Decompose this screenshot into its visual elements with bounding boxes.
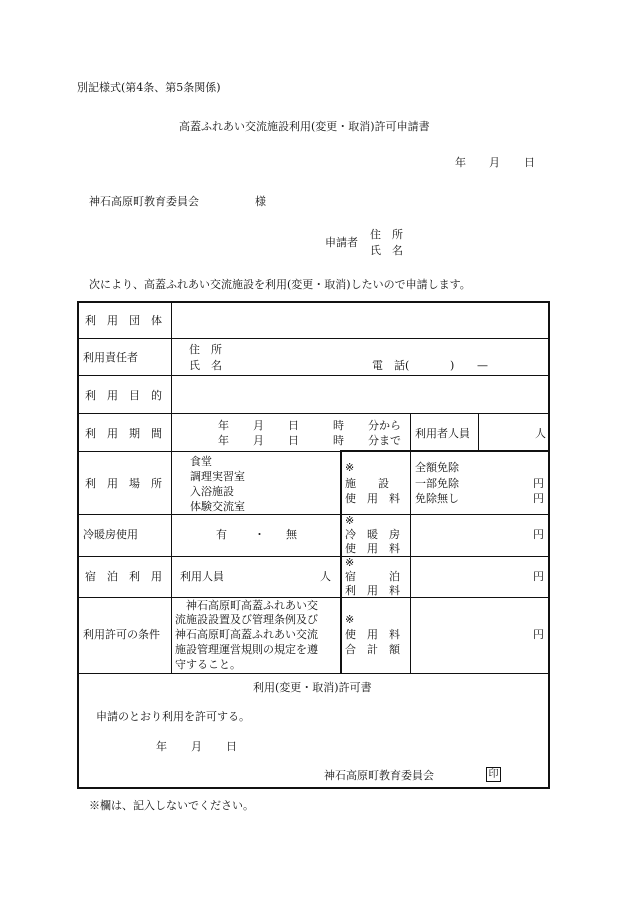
total-fee-label-2: 合 計 額: [345, 643, 400, 656]
permit-issuer: 神石高原町教育委員会: [324, 769, 434, 782]
users-unit: 人: [535, 427, 546, 440]
stay-users-label: 利用人員: [180, 570, 224, 583]
period-to-year: 年: [218, 434, 229, 447]
period-to-hour: 時: [333, 434, 344, 447]
yen-unit: 円: [533, 492, 544, 505]
exemption-option: 全額免除: [415, 461, 459, 474]
period-from-year: 年: [218, 419, 229, 432]
condition-line: 流施設設置及び管理条例及び: [175, 613, 318, 626]
footer-note: ※欄は、記入しないでください。: [89, 799, 254, 812]
place-option: 体験交流室: [190, 500, 245, 513]
group-label: 利 用 団 体: [85, 314, 162, 327]
users-label: 利用者人員: [415, 427, 470, 440]
exemption-option: 一部免除: [415, 477, 459, 490]
person-label: 利用責任者: [83, 351, 138, 364]
applicant-name-label: 氏 名: [370, 244, 403, 257]
place-option: 食堂: [190, 455, 212, 468]
period-label: 利 用 期 間: [85, 427, 162, 440]
document-title: 高蓋ふれあい交流施設利用(変更・取消)許可申請書: [179, 120, 430, 133]
period-rule: [410, 413, 411, 451]
phone-dash: —: [477, 359, 488, 372]
stay-fee-label: 宿 泊: [345, 570, 400, 583]
row-rule: [78, 514, 549, 515]
office-use-mark: ※: [345, 613, 355, 626]
addressee-suffix: 様: [255, 195, 266, 208]
row-rule: [78, 597, 549, 598]
date-day: 日: [524, 156, 535, 169]
permit-month: 月: [191, 740, 202, 753]
intro-text: 次により、高蓋ふれあい交流施設を利用(変更・取消)したいので申請します。: [89, 278, 471, 291]
period-from-month: 月: [253, 419, 264, 432]
applicant-label: 申請者: [325, 236, 358, 249]
row-rule: [78, 451, 342, 452]
row-rule: [78, 673, 549, 674]
condition-line: 守すること。: [175, 658, 241, 671]
yen-unit: 円: [533, 628, 544, 641]
form-label: 別記様式(第4条、第5条関係): [77, 81, 221, 94]
period-to-suffix: 分まで: [368, 434, 401, 447]
stay-users-unit: 人: [320, 570, 331, 583]
stay-fee-label-2: 利 用 料: [345, 584, 400, 597]
addressee: 神石高原町教育委員会: [89, 195, 199, 208]
condition-label: 利用許可の条件: [83, 628, 160, 641]
office-use-mark: ※: [345, 514, 355, 527]
exemption-option: 免除無し: [415, 492, 459, 505]
place-option: 調理実習室: [190, 470, 245, 483]
permit-year: 年: [156, 740, 167, 753]
permit-text: 申請のとおり利用を許可する。: [96, 710, 250, 723]
fee-box-top: [340, 450, 550, 452]
applicant-address-label: 住 所: [370, 228, 403, 241]
yen-unit: 円: [533, 477, 544, 490]
period-from-day: 日: [288, 419, 299, 432]
condition-line: 施設管理運営規則の規定を遵: [175, 643, 318, 656]
permit-title: 利用(変更・取消)許可書: [253, 681, 372, 694]
aircon-fee-label-2: 使 用 料: [345, 542, 400, 555]
users-rule: [478, 413, 479, 451]
aircon-fee-label: 冷 暖 房: [345, 528, 400, 541]
person-name-label: 氏 名: [189, 359, 222, 372]
row-rule: [78, 556, 549, 557]
period-to-day: 日: [288, 434, 299, 447]
stay-label: 宿 泊 利 用: [85, 570, 162, 583]
period-from-hour: 時: [333, 419, 344, 432]
person-address-label: 住 所: [189, 343, 222, 356]
total-fee-label: 使 用 料: [345, 628, 400, 641]
period-to-month: 月: [253, 434, 264, 447]
aircon-yes: 有: [216, 528, 227, 541]
office-use-mark: ※: [345, 461, 355, 474]
aircon-separator: ・: [254, 528, 265, 541]
facility-fee-label: 施 設: [345, 477, 389, 490]
period-from-suffix: 分から: [368, 419, 401, 432]
office-use-mark: ※: [345, 556, 355, 569]
row-rule: [78, 375, 549, 376]
date-month: 月: [489, 156, 500, 169]
yen-unit: 円: [533, 528, 544, 541]
place-label: 利 用 場 所: [85, 477, 162, 490]
aircon-label: 冷暖房使用: [83, 528, 138, 541]
date-year: 年: [455, 156, 466, 169]
aircon-no: 無: [286, 528, 297, 541]
fee-box-left: [340, 451, 342, 673]
condition-line: 神石高原町高蓋ふれあい交: [175, 599, 318, 612]
purpose-label: 利 用 目 的: [85, 389, 162, 402]
permit-day: 日: [226, 740, 237, 753]
row-rule: [78, 338, 549, 339]
label-column-rule: [171, 302, 172, 673]
yen-unit: 円: [533, 570, 544, 583]
condition-line: 神石高原町高蓋ふれあい交流: [175, 628, 318, 641]
fee-value-rule: [410, 451, 411, 673]
seal-mark: 印: [486, 767, 501, 782]
phone-close: ): [450, 359, 455, 372]
facility-fee-label-2: 使 用 料: [345, 492, 400, 505]
place-option: 入浴施設: [190, 485, 234, 498]
phone-label: 電 話(: [372, 359, 410, 372]
